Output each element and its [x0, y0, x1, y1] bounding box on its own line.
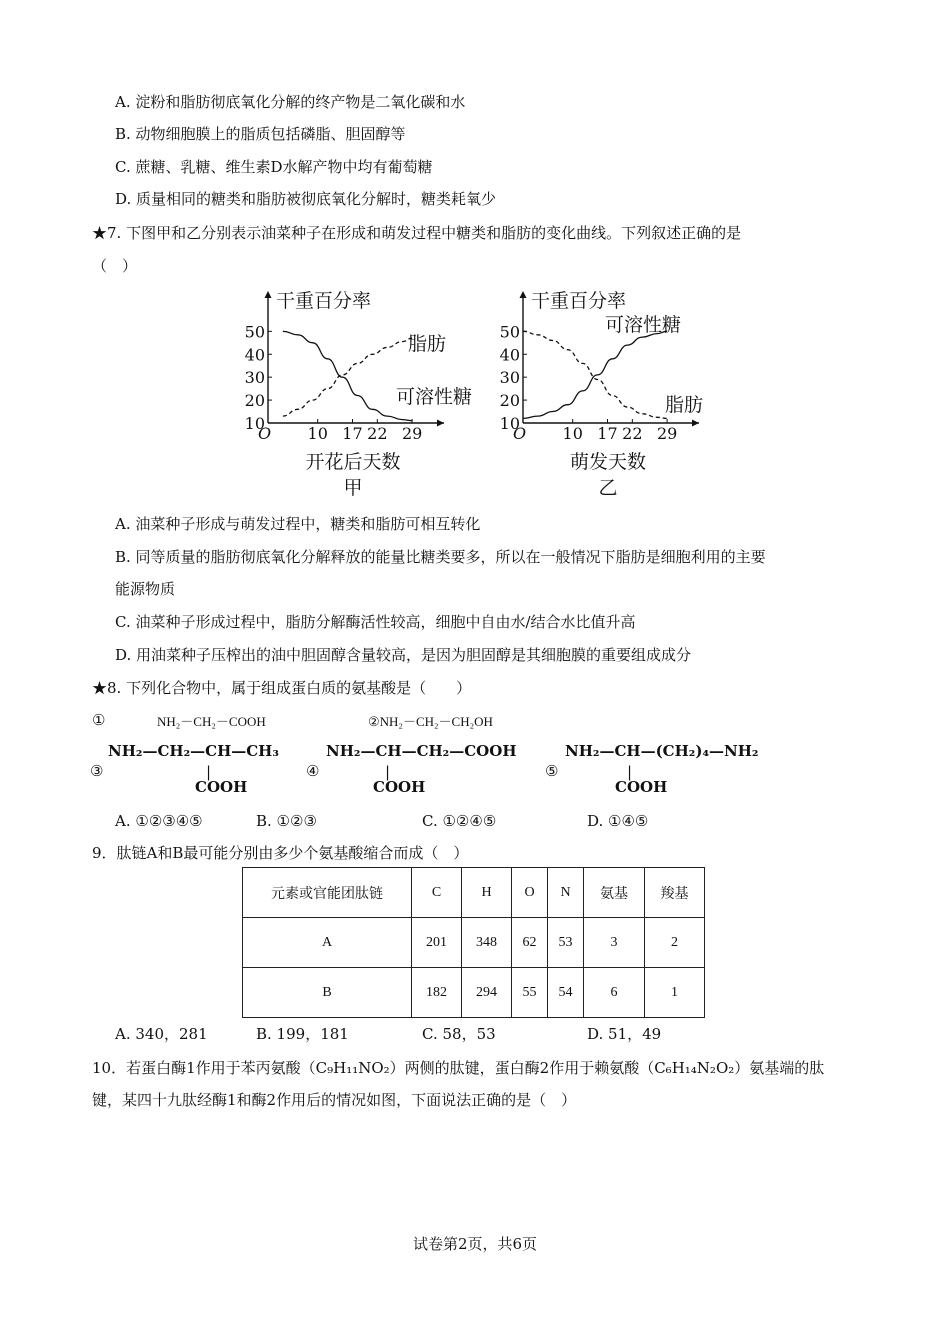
table-header-cell: N [548, 868, 584, 918]
chart-yi [495, 283, 735, 505]
q10-line-1: 10．若蛋白酶1作用于苯丙氨酸（C₉H₁₁NO₂）两侧的肽键，蛋白酶2作用于赖氨酸（C₆H₁₄N₂O₂）氨基端的肽 [92, 1059, 825, 1077]
y-axis-arrow [520, 291, 527, 298]
compound-4-label: ④ [306, 762, 320, 780]
q9-table [242, 867, 705, 1018]
q8-option-a: A. ①②③④⑤ [115, 812, 203, 830]
table-header-cell: 羧基 [645, 868, 705, 918]
compound-2-formula: ②NH₂－CH₂－CH₂OH [368, 714, 493, 729]
q6-option-c: C. 蔗糖、乳糖、维生素D水解产物中均有葡萄糖 [115, 158, 433, 176]
y-tick-label: 10 [244, 414, 265, 433]
compound-5-bottom: COOH [615, 778, 668, 796]
q9-option-d: D. 51，49 [587, 1025, 662, 1043]
table-header-row [243, 868, 705, 918]
q9-option-a: A. 340，281 [115, 1025, 208, 1043]
x-tick-label: 17 [342, 424, 363, 443]
q8-option-b: B. ①②③ [256, 812, 317, 830]
table-cell: 294 [462, 968, 512, 1018]
table-cell: 62 [512, 918, 548, 968]
compound-1-formula: NH₂－CH₂－COOH [157, 714, 266, 729]
x-axis-arrow [437, 420, 444, 427]
compound-3-bond: | [206, 763, 212, 781]
page-footer: 试卷第2页，共6页 [412, 1235, 538, 1253]
x-tick-label: 10 [307, 424, 328, 443]
compound-3-bottom: COOH [195, 778, 248, 796]
compound-4-top: NH₂—CH—CH₂—COOH [326, 742, 517, 760]
table-row [243, 968, 705, 1018]
q7-option-b: B. 同等质量的脂肪彻底氧化分解释放的能量比糖类要多，所以在一般情况下脂肪是细胞利用的主要 [115, 548, 766, 566]
table-cell: 201 [412, 918, 462, 968]
y-axis-label: 干重百分率 [276, 290, 372, 312]
compound-5-label: ⑤ [545, 762, 559, 780]
series-label: 可溶性糖 [396, 386, 473, 408]
q6-option-d: D. 质量相同的糖类和脂肪被彻底氧化分解时，糖类耗氧少 [115, 190, 497, 208]
y-tick-label: 50 [244, 322, 265, 342]
x-tick-label: 17 [597, 424, 618, 443]
chart-jia [240, 283, 480, 505]
compound-4-bond: | [385, 763, 391, 781]
chart-title: 甲 [343, 477, 363, 499]
q8-option-d: D. ①④⑤ [587, 812, 649, 830]
q7-bracket: （ ） [92, 257, 138, 275]
x-axis-arrow [692, 420, 699, 427]
q7-option-c: C. 油菜种子形成过程中，脂肪分解酶活性较高，细胞中自由水/结合水比值升高 [115, 613, 636, 631]
origin-label: O [513, 424, 527, 443]
table-header-cell: O [512, 868, 548, 918]
compound-1-label: ① [92, 711, 106, 729]
table-row [243, 918, 705, 968]
table-cell: 55 [512, 968, 548, 1018]
q9-stem: 9．肽链A和B最可能分别由多少个氨基酸缩合而成（ ） [92, 844, 469, 862]
series-line-fat [283, 338, 412, 416]
table-header-cell: 元素或官能团肽链 [243, 868, 412, 918]
q10-line-2: 键，某四十九肽经酶1和酶2作用后的情况如图，下面说法正确的是（ ） [92, 1091, 577, 1109]
table-cell: B [243, 968, 412, 1018]
table-header-cell: 氨基 [584, 868, 645, 918]
q8-option-c: C. ①②④⑤ [422, 812, 497, 830]
q6-option-b: B. 动物细胞膜上的脂质包括磷脂、胆固醇等 [115, 125, 406, 143]
y-tick-label: 40 [499, 345, 520, 365]
series-label: 脂肪 [665, 394, 704, 416]
q6-option-a: A. 淀粉和脂肪彻底氧化分解的终产物是二氧化碳和水 [115, 93, 466, 111]
y-axis-label: 干重百分率 [531, 290, 627, 312]
q7-option-a: A. 油菜种子形成与萌发过程中，糖类和脂肪可相互转化 [115, 515, 481, 533]
compound-5-top: NH₂—CH—(CH₂)₄—NH₂ [565, 742, 759, 760]
compound-5-bond: | [627, 763, 633, 781]
table-cell: 54 [548, 968, 584, 1018]
q7-option-d: D. 用油菜种子压榨出的油中胆固醇含量较高，是因为胆固醇是其细胞膜的重要组成成分 [115, 646, 692, 664]
y-tick-label: 20 [244, 391, 265, 411]
table-header-cell: C [412, 868, 462, 918]
series-line-sugar [523, 331, 667, 418]
compound-4-bottom: COOH [373, 778, 426, 796]
origin-label: O [258, 424, 272, 443]
q7-option-b-cont: 能源物质 [115, 580, 176, 598]
x-axis-label: 开花后天数 [305, 451, 401, 473]
q9-option-b: B. 199，181 [256, 1025, 349, 1043]
series-label: 可溶性糖 [605, 314, 682, 336]
y-tick-label: 10 [499, 414, 520, 433]
q7-stem: ★7. 下图甲和乙分别表示油菜种子在形成和萌发过程中糖类和脂肪的变化曲线。下列叙述正确的是 [92, 224, 742, 242]
x-tick-label: 29 [656, 424, 678, 443]
y-tick-label: 30 [244, 368, 265, 388]
table-cell: A [243, 918, 412, 968]
x-tick-label: 29 [401, 424, 423, 443]
y-axis-arrow [265, 291, 272, 298]
y-tick-label: 50 [499, 322, 520, 342]
x-tick-label: 10 [562, 424, 583, 443]
table-cell: 348 [462, 918, 512, 968]
y-tick-label: 20 [499, 391, 520, 411]
series-label: 脂肪 [408, 333, 447, 355]
x-tick-label: 22 [622, 424, 643, 443]
table-cell: 3 [584, 918, 645, 968]
y-tick-label: 30 [499, 368, 520, 388]
q8-stem: ★8. 下列化合物中，属于组成蛋白质的氨基酸是（ ） [92, 679, 472, 697]
table-header-cell: H [462, 868, 512, 918]
table-cell: 53 [548, 918, 584, 968]
y-tick-label: 40 [244, 345, 265, 365]
table-cell: 182 [412, 968, 462, 1018]
table-cell: 2 [645, 918, 705, 968]
table-cell: 1 [645, 968, 705, 1018]
x-tick-label: 22 [367, 424, 388, 443]
chart-title: 乙 [598, 477, 618, 499]
compound-3-label: ③ [90, 762, 104, 780]
x-axis-label: 萌发天数 [569, 451, 647, 473]
q9-option-c: C. 58，53 [422, 1025, 496, 1043]
table-cell: 6 [584, 968, 645, 1018]
compound-3-top: NH₂—CH₂—CH—CH₃ [108, 742, 279, 760]
